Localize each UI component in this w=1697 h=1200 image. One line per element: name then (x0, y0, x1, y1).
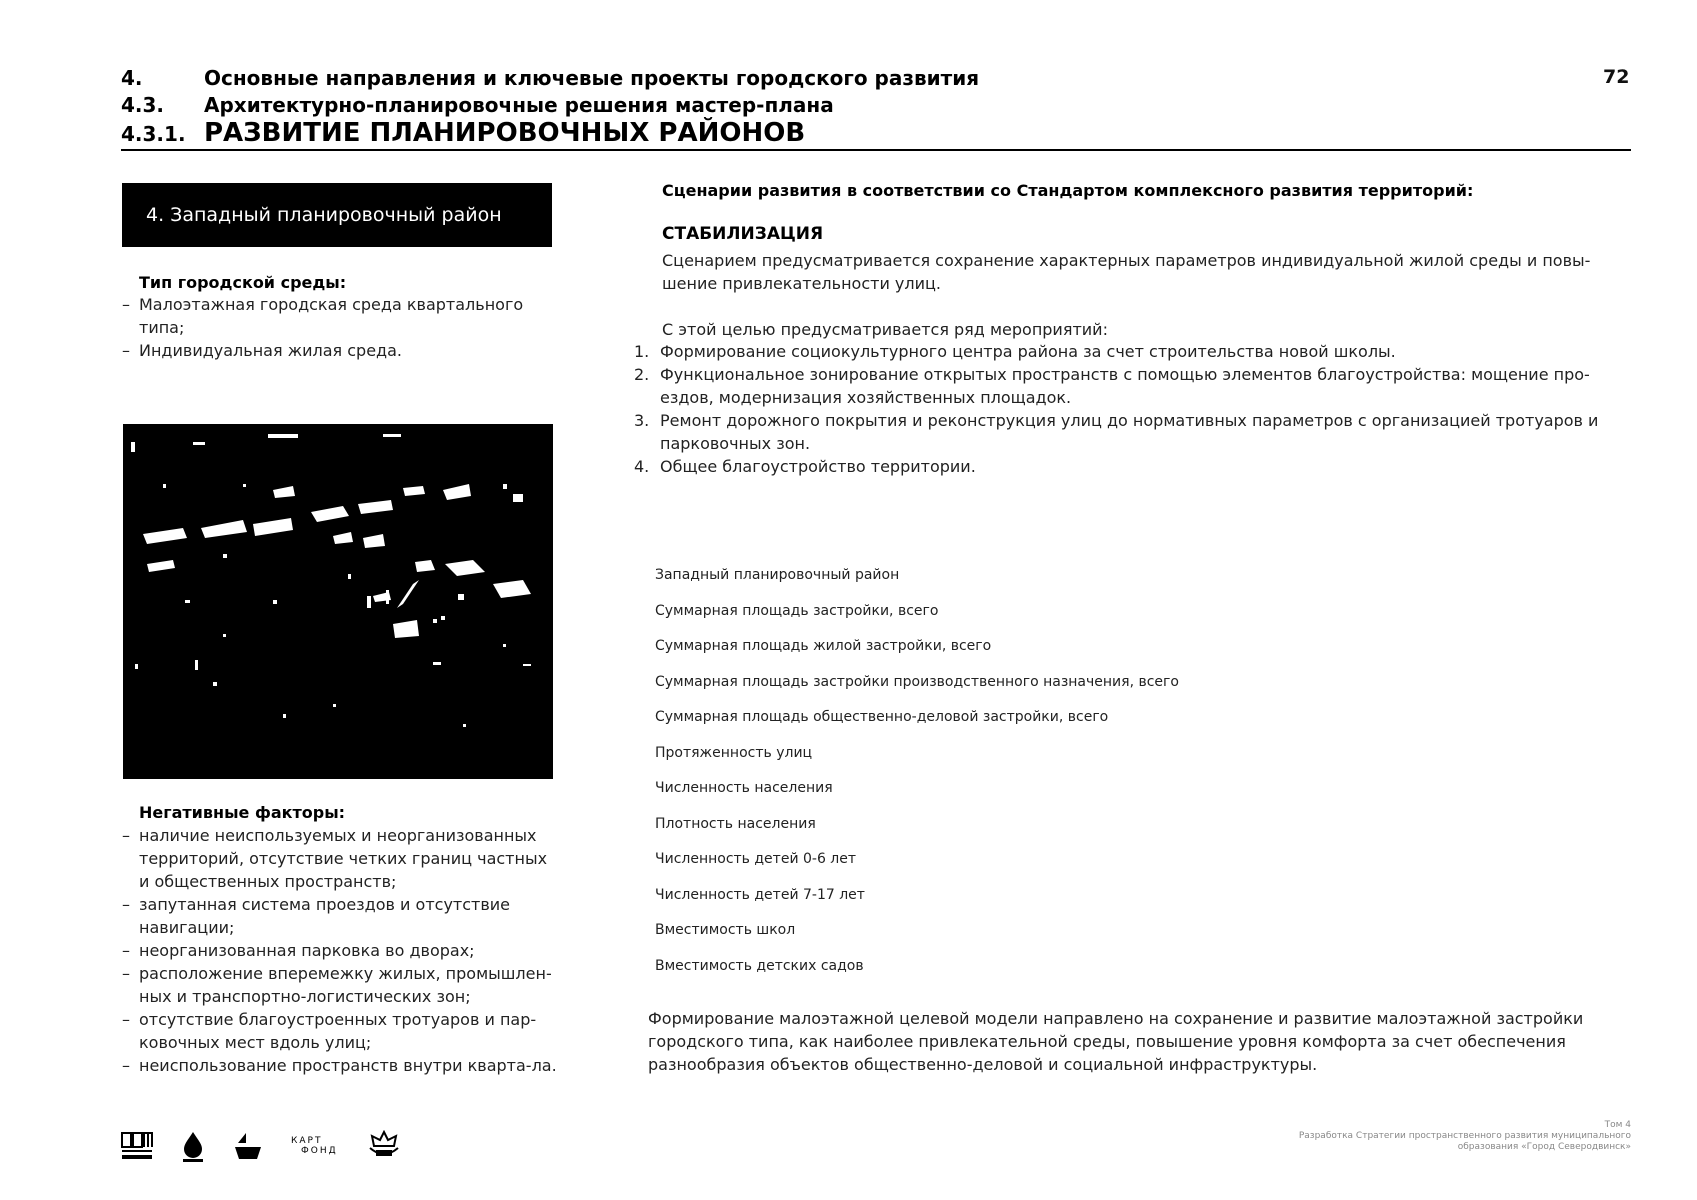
subsubsection-number: 4.3.1. (121, 122, 186, 146)
stabilization-text: Сценарием предусматривается сохранение характерных параметров индивидуальной жилой среды и повы-шение привлекательности улиц. (662, 251, 1591, 293)
aerial-photo-image (123, 424, 553, 779)
scenarios-title: Сценарии развития в соответствии со Стандартом комплексного развития территорий: (662, 181, 1474, 200)
logo-text-line: КАРТ (291, 1136, 323, 1146)
list-item: – наличие неиспользуемых и неорганизованных территорий, отсутствие четких границ частных и общественных пространств; (122, 824, 558, 893)
measure-item (634, 455, 1634, 478)
section-heading (121, 66, 979, 90)
list-item: – отсутствие благоустроенных тротуаров и пар-ковочных мест вдоль улиц; (122, 1008, 558, 1054)
crown-emblem-icon (366, 1130, 402, 1162)
env-type-label: Тип городской среды: (139, 273, 347, 292)
list-item: – Малоэтажная городская среда квартального типа; (122, 293, 552, 339)
subsubsection-title: РАЗВИТИЕ ПЛАНИРОВОЧНЫХ РАЙОНОВ (204, 118, 806, 148)
negative-factors-list (122, 824, 558, 1077)
measure-number: 3. (634, 411, 650, 430)
parameter-row: Суммарная площадь застройки производственного назначения, всего (655, 673, 1179, 690)
measure-number: 4. (634, 457, 650, 476)
measure-text: Ремонт дорожного покрытия и реконструкция улиц до нормативных параметров с организацией тротуаров и парковочных зон. (660, 411, 1599, 453)
footer (1211, 1120, 1631, 1153)
list-item: – неорганизованная парковка во дворах; (122, 939, 558, 962)
section-number: 4. (121, 66, 143, 90)
page-title (121, 118, 805, 148)
parameters-table (655, 567, 1455, 993)
measures-list (634, 340, 1634, 478)
measure-number: 1. (634, 342, 650, 361)
header-divider (121, 149, 1631, 151)
subsection-heading (121, 93, 834, 117)
measure-text: Функциональное зонирование открытых пространств с помощью элементов благоустройства: мощение про-ездов, модернизация хозяйственных площадок. (660, 365, 1590, 407)
drop-logo-icon (181, 1130, 205, 1162)
parameter-row: Западный планировочный район (655, 567, 900, 583)
logo-text-line: ФОНД (301, 1146, 338, 1156)
measure-text: Формирование социокультурного центра района за счет строительства новой школы. (660, 342, 1396, 361)
page-number: 72 (1603, 66, 1630, 88)
measure-number: 2. (634, 365, 650, 384)
list-item: – запутанная система проездов и отсутствие навигации; (122, 893, 558, 939)
measures-intro: С этой целью предусматривается ряд мероприятий: (662, 320, 1108, 339)
parameter-row: Численность населения (655, 780, 833, 796)
parameter-row: Суммарная площадь жилой застройки, всего (655, 638, 992, 654)
footer-municipality: образования «Город Северодвинск» (1457, 1142, 1631, 1152)
measure-item (634, 363, 1634, 409)
list-item: – расположение вперемежку жилых, промышлен-ных и транспортно-логистических зон; (122, 962, 558, 1008)
boat-logo-icon (233, 1131, 263, 1161)
list-item: – Индивидуальная жилая среда. (122, 339, 552, 362)
stabilization-title: СТАБИЛИЗАЦИЯ (662, 224, 824, 244)
kart-fond-logo-icon (291, 1136, 338, 1156)
parameter-row: Численность детей 7-17 лет (655, 886, 865, 903)
aerial-photo (123, 424, 553, 779)
parameter-row: Вместимость школ (655, 922, 796, 938)
footer-project: Разработка Стратегии пространственного развития муниципального (1298, 1131, 1631, 1141)
district-title: 4. Западный планировочный район (146, 204, 502, 226)
section-title: Основные направления и ключевые проекты городского развития (204, 66, 980, 90)
env-type-list (122, 293, 552, 362)
measure-item (634, 340, 1634, 363)
negative-factors-label: Негативные факторы: (139, 803, 346, 822)
footer-volume: Том 4 (1604, 1120, 1631, 1130)
parameter-row: Вместимость детских садов (655, 957, 864, 974)
measure-item (634, 409, 1634, 455)
list-item: – неиспользование пространств внутри кварта-ла. (122, 1054, 558, 1077)
parameter-row: Суммарная площадь общественно-деловой застройки, всего (655, 709, 1109, 725)
parameter-row: Численность детей 0-6 лет (655, 851, 857, 867)
subsection-number: 4.3. (121, 93, 165, 117)
district-title-box (122, 183, 552, 247)
partner-logos (121, 1126, 402, 1166)
subsection-title: Архитектурно-планировочные решения мастер-плана (204, 93, 834, 117)
dom-logo-icon (121, 1131, 153, 1161)
parameter-row: Протяженность улиц (655, 744, 813, 761)
parameter-row: Плотность населения (655, 815, 816, 832)
conclusion-text: Формирование малоэтажной целевой модели направлено на сохранение и развитие малоэтажной застройки городского типа, как наиболее привлекательной среды, повышение уровня комфорта за счет обеспечения разнообразия объектов общественно-деловой и социальной инфраструктуры. (648, 1009, 1584, 1074)
parameter-row: Суммарная площадь застройки, всего (655, 602, 939, 619)
measure-text: Общее благоустройство территории. (660, 457, 976, 476)
